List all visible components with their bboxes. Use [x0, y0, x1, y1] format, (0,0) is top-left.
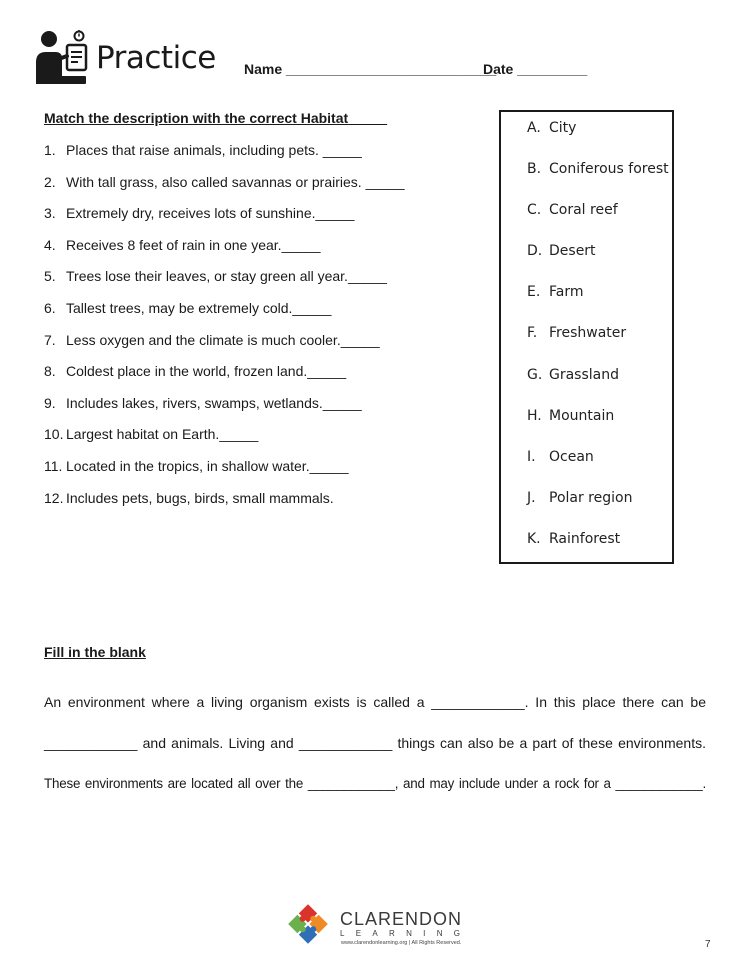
answer-text: Farm: [549, 284, 584, 301]
answer-item: [527, 531, 669, 572]
question-number: 7.: [44, 331, 56, 348]
question-list: [44, 142, 405, 521]
answer-item: [527, 161, 669, 202]
practice-person-icon: [36, 30, 88, 86]
question-number: 5.: [44, 268, 56, 285]
answer-text: Freshwater: [549, 325, 627, 342]
question-text: Located in the tropics, in shallow water._____: [66, 457, 349, 474]
answer-letter: E.: [527, 284, 541, 301]
answer-text: Grassland: [549, 366, 619, 383]
answer-letter: D.: [527, 243, 543, 260]
date-field[interactable]: Date _________: [483, 61, 588, 77]
question-text: Trees lose their leaves, or stay green all year._____: [66, 268, 387, 285]
question-number: 12.: [44, 489, 64, 506]
question-number: 3.: [44, 205, 56, 222]
question-text: Less oxygen and the climate is much cooler._____: [66, 331, 380, 348]
answer-text: Mountain: [549, 407, 615, 424]
question-item[interactable]: [44, 490, 405, 522]
answer-letter: H.: [527, 407, 542, 424]
answer-item: [527, 284, 669, 325]
answer-letter: C.: [527, 202, 542, 219]
name-field[interactable]: Name ___________________________: [244, 61, 497, 77]
answer-letter: J.: [527, 489, 536, 506]
question-text: Includes pets, bugs, birds, small mammals.: [66, 489, 334, 506]
answer-item: [527, 202, 669, 243]
answer-text: Coral reef: [549, 202, 618, 219]
matching-heading-text: Match the description with the correct Habitat: [44, 110, 349, 126]
question-number: 2.: [44, 173, 56, 190]
question-item[interactable]: [44, 268, 405, 300]
question-number: 6.: [44, 299, 56, 316]
question-item[interactable]: [44, 205, 405, 237]
fill-in-sentence-1[interactable]: An environment where a living organism exists is called a ____________. In this place there can be: [44, 694, 706, 710]
answer-item: [527, 490, 669, 531]
answer-item: [527, 120, 669, 161]
question-text: Places that raise animals, including pets. _____: [66, 142, 362, 158]
question-text: Extremely dry, receives lots of sunshine._____: [66, 205, 355, 222]
question-text: Receives 8 feet of rain in one year._____: [66, 236, 321, 253]
question-number: 8.: [44, 363, 56, 380]
question-text: Tallest trees, may be extremely cold._____: [66, 299, 332, 316]
answer-item: [527, 408, 669, 449]
matching-heading-blank: _____: [348, 110, 388, 126]
answer-list: [527, 120, 669, 572]
page-title: Practice: [96, 40, 216, 76]
page-number: 7: [705, 939, 711, 950]
fill-in-sentence-3[interactable]: These environments are located all over the ____________, and may include under a rock for a ____________.: [44, 776, 706, 791]
answer-text: Polar region: [549, 489, 633, 506]
answer-text: Coniferous forest: [549, 161, 669, 178]
answer-letter: G.: [527, 366, 543, 383]
question-item[interactable]: [44, 458, 405, 490]
answer-letter: B.: [527, 161, 542, 178]
matching-heading: [44, 110, 387, 126]
answer-letter: A.: [527, 120, 541, 136]
question-item[interactable]: [44, 142, 405, 174]
clarendon-puzzle-logo-icon: [286, 902, 330, 946]
question-number: 9.: [44, 394, 56, 411]
answer-letter: F.: [527, 325, 538, 342]
answer-item: [527, 367, 669, 408]
question-item[interactable]: [44, 174, 405, 206]
question-text: With tall grass, also called savannas or prairies. _____: [66, 173, 405, 190]
question-item[interactable]: [44, 332, 405, 364]
fill-in-heading: Fill in the blank: [44, 644, 146, 660]
answer-text: City: [549, 120, 577, 136]
answer-text: Rainforest: [549, 530, 621, 547]
answer-letter: I.: [527, 448, 536, 465]
footer-url[interactable]: www.clarendonlearning.org | All Rights Reserved.: [341, 940, 462, 946]
question-number: 10.: [44, 426, 64, 443]
answer-letter: K.: [527, 530, 541, 547]
answer-box: [499, 110, 674, 564]
question-text: Coldest place in the world, frozen land._____: [66, 363, 347, 380]
fill-in-sentence-2[interactable]: ____________ and animals. Living and ____________ things can also be a part of these environments.: [44, 735, 706, 751]
answer-item: [527, 325, 669, 366]
question-text: Largest habitat on Earth._____: [66, 426, 259, 443]
question-item[interactable]: [44, 395, 405, 427]
question-number: 1.: [44, 142, 56, 158]
answer-text: Desert: [549, 243, 596, 260]
answer-item: [527, 243, 669, 284]
question-number: 4.: [44, 236, 56, 253]
question-item[interactable]: [44, 237, 405, 269]
footer-brand: CLARENDON: [340, 909, 463, 929]
question-item[interactable]: [44, 426, 405, 458]
question-item[interactable]: [44, 363, 405, 395]
answer-item: [527, 449, 669, 490]
question-item[interactable]: [44, 300, 405, 332]
question-number: 11.: [44, 457, 63, 474]
answer-text: Ocean: [549, 448, 594, 465]
question-text: Includes lakes, rivers, swamps, wetlands._____: [66, 394, 362, 411]
footer-brand-subtitle: LEARNING: [340, 929, 472, 938]
